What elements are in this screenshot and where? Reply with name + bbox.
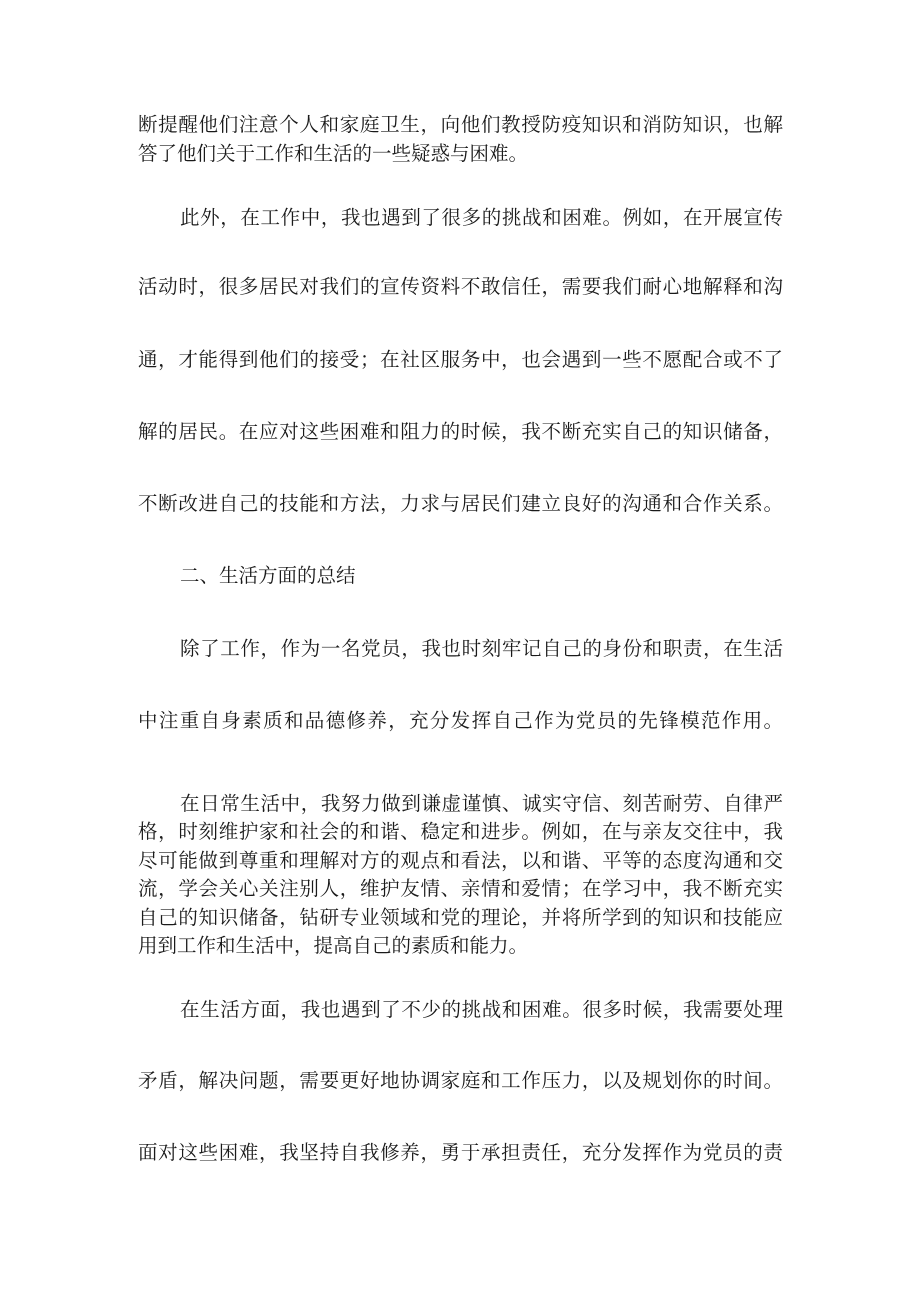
paragraph-2-line-2: 活动时，很多居民对我们的宣传资料不敢信任，需要我们耐心地解释和沟	[138, 275, 783, 298]
paragraph-4-line-5: 自己的知识储备，钻研专业领域和党的理论，并将所学到的知识和技能应	[138, 906, 783, 929]
paragraph-4-line-6: 用到工作和生活中，提高自己的素质和能力。	[138, 934, 529, 957]
paragraph-1-line-1: 断提醒他们注意个人和家庭卫生，向他们教授防疫知识和消防知识，也解	[138, 113, 783, 136]
paragraph-4-line-1: 在日常生活中，我努力做到谦虚谨慎、诚实守信、刻苦耐劳、自律严	[180, 792, 783, 815]
paragraph-4-line-4: 流，学会关心关注别人，维护友情、亲情和爱情；在学习中，我不断充实	[138, 877, 783, 900]
paragraph-1-line-2: 答了他们关于工作和生活的一些疑惑与困难。	[138, 142, 529, 165]
paragraph-3-line-1: 除了工作，作为一名党员，我也时刻牢记自己的身份和职责，在生活	[180, 637, 783, 660]
paragraph-2-line-5: 不断改进自己的技能和方法，力求与居民们建立良好的沟通和合作关系。	[138, 492, 783, 515]
paragraph-5-line-3: 面对这些困难，我坚持自我修养，勇于承担责任，充分发挥作为党员的责	[138, 1141, 783, 1164]
paragraph-2-line-4: 解的居民。在应对这些困难和阻力的时候，我不断充实自己的知识储备，	[138, 420, 783, 443]
section-heading: 二、生活方面的总结	[180, 564, 356, 587]
paragraph-2-line-3: 通，才能得到他们的接受；在社区服务中，也会遇到一些不愿配合或不了	[138, 348, 783, 371]
paragraph-3-line-2: 中注重自身素质和品德修养，充分发挥自己作为党员的先锋模范作用。	[138, 709, 783, 732]
paragraph-5-line-2: 矛盾，解决问题，需要更好地协调家庭和工作压力，以及规划你的时间。	[138, 1069, 783, 1092]
paragraph-2-line-1: 此外，在工作中，我也遇到了很多的挑战和困难。例如，在开展宣传	[180, 206, 783, 229]
paragraph-4-line-2: 格，时刻维护家和社会的和谐、稳定和进步。例如，在与亲友交往中，我	[138, 820, 783, 843]
paragraph-4-line-3: 尽可能做到尊重和理解对方的观点和看法，以和谐、平等的态度沟通和交	[138, 849, 783, 872]
paragraph-5-line-1: 在生活方面，我也遇到了不少的挑战和困难。很多时候，我需要处理	[180, 998, 783, 1021]
